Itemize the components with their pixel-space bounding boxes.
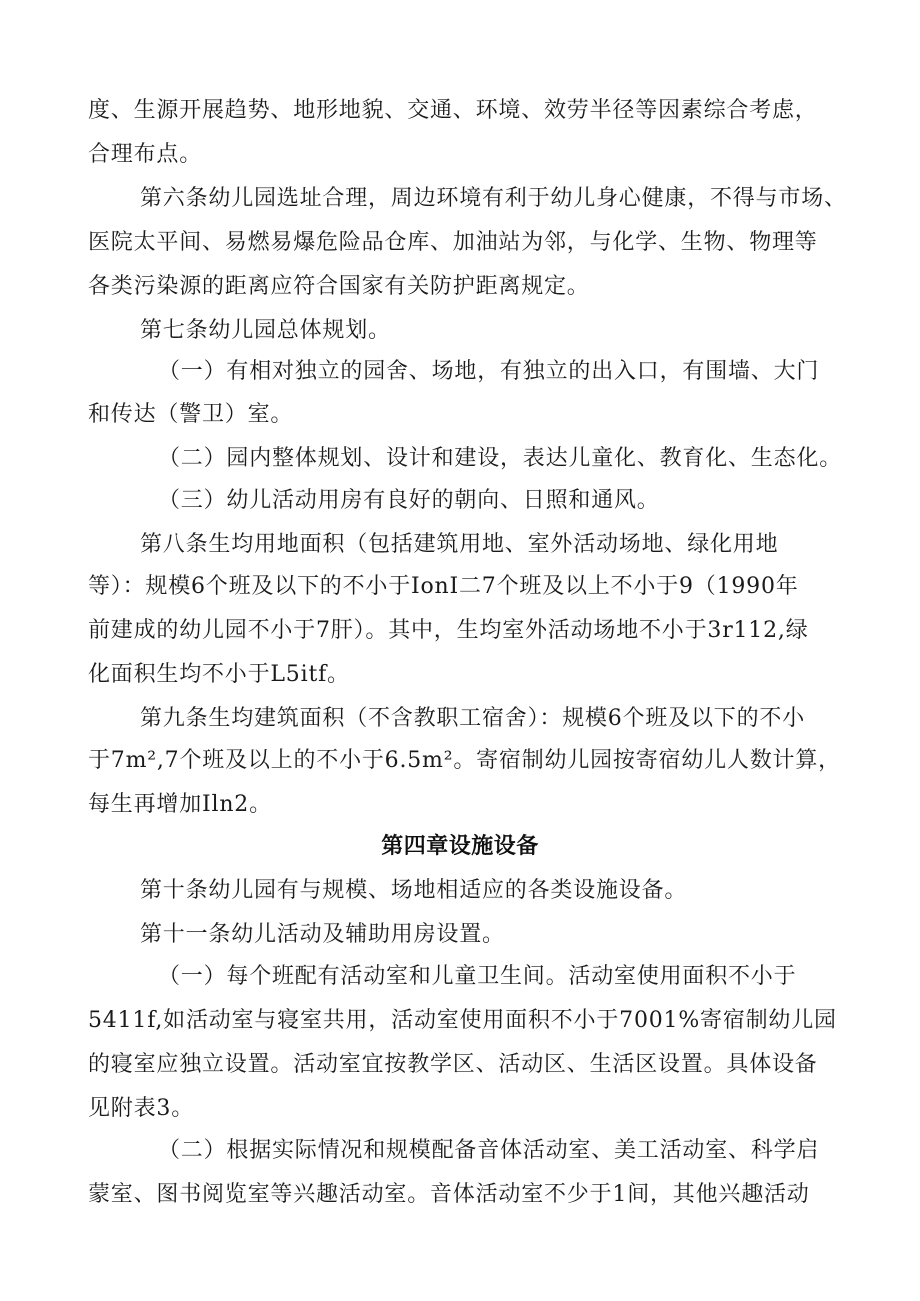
text-line: 5411f,如活动室与寝室共用，活动室使用面积不小于7001%寄宿制幼儿园 — [88, 1008, 837, 1033]
text-line: 每生再增加Iln2。 — [88, 792, 272, 817]
text-line: 第九条生均建筑面积（不含教职工宿舍）：规模6个班及以下的不小 — [140, 706, 805, 731]
text-line: 和传达（警卫）室。 — [88, 402, 294, 427]
text-line: 第七条幼儿园总体规划。 — [140, 318, 391, 343]
text-line: 第六条幼儿园选址合理，周边环境有利于幼儿身心健康，不得与市场、 — [140, 186, 847, 211]
text-line: 于7m²,7个班及以上的不小于6.5m²。寄宿制幼儿园按寄宿幼儿人数计算， — [88, 748, 841, 773]
chapter-heading: 第四章设施设备 — [381, 834, 539, 859]
text-line: 第八条生均用地面积（包括建筑用地、室外活动场地、绿化用地 — [140, 532, 779, 557]
text-line: （二）根据实际情况和规模配备音体活动室、美工活动室、科学启 — [158, 1138, 820, 1163]
text-line: 各类污染源的距离应符合国家有关防护距离规定。 — [88, 274, 590, 299]
text-line: 化面积生均不小于L5itf。 — [88, 662, 350, 687]
text-line: 见附表3。 — [88, 1096, 194, 1121]
text-line: 医院太平间、易燃易爆危险品仓库、加油站为邻，与化学、生物、物理等 — [88, 230, 818, 255]
text-line: （三）幼儿活动用房有良好的朝向、日照和通风。 — [158, 488, 660, 513]
text-line: 第十一条幼儿活动及辅助用房设置。 — [140, 922, 505, 947]
text-line: 第十条幼儿园有与规模、场地相适应的各类设施设备。 — [140, 878, 688, 903]
text-line: 合理布点。 — [88, 142, 203, 167]
text-line: （一）每个班配有活动室和儿童卫生间。活动室使用面积不小于 — [158, 964, 797, 989]
text-line: 度、生源开展趋势、地形地貌、交通、环境、效劳半径等因素综合考虑， — [88, 98, 818, 123]
text-line: 蒙室、图书阅览室等兴趣活动室。音体活动室不少于1间，其他兴趣活动 — [88, 1182, 810, 1207]
text-line: （二）园内整体规划、设计和建设，表达儿童化、教育化、生态化。 — [158, 446, 843, 471]
text-line: 的寝室应独立设置。活动室宜按教学区、活动区、生活区设置。具体设备 — [88, 1052, 818, 1077]
text-line: 等）：规模6个班及以下的不小于IonI二7个班及以上不小于9（1990年 — [88, 574, 799, 599]
text-line: 前建成的幼儿园不小于7肝）。其中，生均室外活动场地不小于3r112,绿 — [88, 618, 809, 643]
text-line: （一）有相对独立的园舍、场地，有独立的出入口，有围墙、大门 — [158, 359, 820, 384]
